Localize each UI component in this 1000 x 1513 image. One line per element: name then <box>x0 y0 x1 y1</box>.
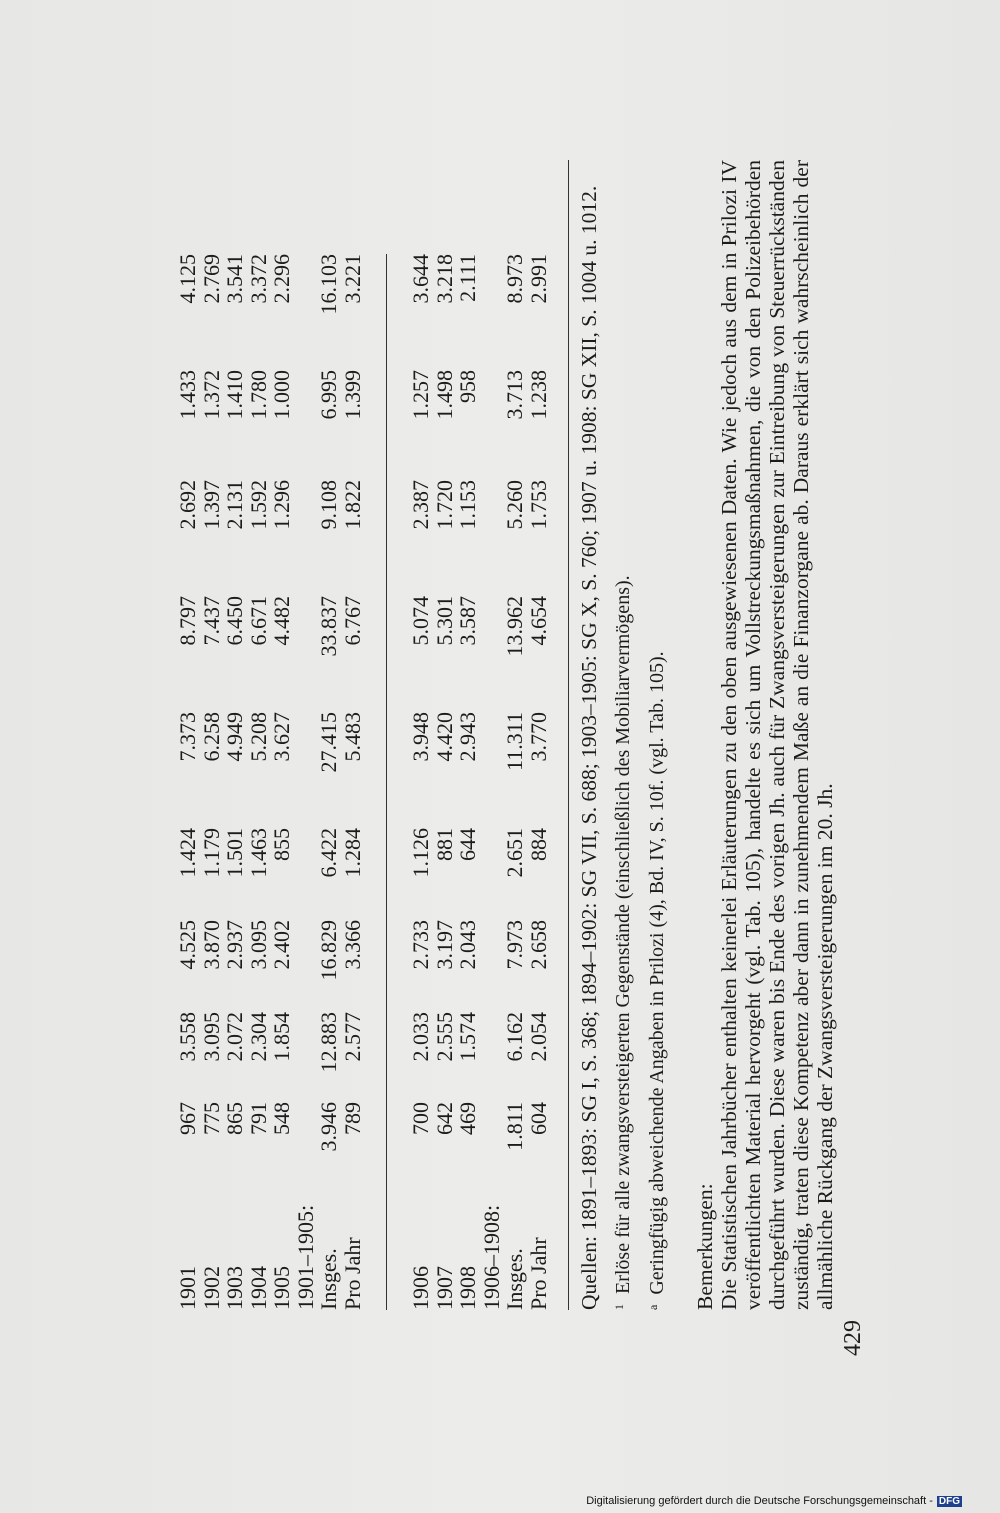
table-cell: 8.973 <box>502 254 527 304</box>
table-cell: 1.822 <box>339 480 365 530</box>
table-cell: 1.296 <box>269 480 294 530</box>
footnote-a <box>641 160 669 1310</box>
table-cell: 7.373 <box>175 712 200 762</box>
table-cell: 2.402 <box>269 920 294 970</box>
table-cell: 6.422 <box>316 828 341 878</box>
statistics-table <box>176 254 550 1310</box>
table-cell: 4.654 <box>525 596 551 646</box>
row-label: 1903 <box>222 1266 247 1310</box>
table-cell: 1.257 <box>408 370 433 420</box>
table-cell: 2.555 <box>431 1012 457 1062</box>
row-label: 1901 <box>175 1266 200 1310</box>
table-cell: 2.304 <box>245 1012 271 1062</box>
remarks-title: Bemerkungen: <box>693 1183 717 1310</box>
table-cell: 1.780 <box>245 370 271 420</box>
table-cell: 2.033 <box>408 1012 433 1062</box>
table-cell: 1.238 <box>525 370 551 420</box>
table-cell: 1.179 <box>198 828 224 878</box>
table-cell: 1.397 <box>198 480 224 530</box>
table-body <box>176 254 550 1310</box>
table-cell: 4.482 <box>269 596 294 646</box>
table-cell: 3.558 <box>175 1012 200 1062</box>
table-cell: 5.208 <box>245 712 271 762</box>
table-cell: 2.943 <box>455 712 480 762</box>
summary-title: 1906–1908: <box>478 1204 504 1310</box>
table-cell: 3.948 <box>408 712 433 762</box>
table-cell: 2.692 <box>175 480 200 530</box>
table-cell: 967 <box>175 1102 200 1135</box>
table-row <box>176 254 200 1310</box>
row-label: 1907 <box>431 1266 457 1310</box>
table-cell: 16.829 <box>316 920 341 981</box>
page-number-text: 429 <box>840 1320 866 1356</box>
row-label: 1902 <box>198 1266 224 1310</box>
table-cell: 1.720 <box>431 480 457 530</box>
remarks-text: Die Statistischen Jahrbücher enthalten keinerlei Erläuterungen zu den oben ausgewiesenen Daten. Wie jedoch aus dem in Prilozi IV veröffentlichten Material hervorgeht (vgl. Tab. 105), handelte es sich um Vollstreckungsmaßnahmen, die von den Polizeibehörden durchgeführt wurden. Diese waren bis Ende des vorigen Jh. auch für Zwangsversteigerungen zur Eintreibung von Steuerrückständen zuständig, traten diese Kompetenz aber dann in zunehmendem Maße an die Finanzorgane ab. Daraus erklärt sich wahrscheinlich der allmähliche Rückgang der Zwangsversteigerungen im 20. Jh. <box>717 160 837 1310</box>
table-cell: 3.095 <box>245 920 271 970</box>
table-cell: 884 <box>525 828 551 861</box>
table-row <box>200 254 224 1310</box>
row-label: Pro Jahr <box>339 1237 365 1310</box>
row-label: 1905 <box>269 1266 294 1310</box>
table-cell: 1.284 <box>339 828 365 878</box>
table-cell: 5.301 <box>431 596 457 646</box>
table-spacer <box>387 254 410 1310</box>
table-cell: 548 <box>269 1102 294 1135</box>
table-cell: 791 <box>245 1102 271 1135</box>
table-cell: 1.463 <box>245 828 271 878</box>
table-cell: 3.218 <box>431 254 457 304</box>
table-cell: 1.424 <box>175 828 200 878</box>
table-cell: 2.043 <box>455 920 480 970</box>
table-cell: 1.592 <box>245 480 271 530</box>
table-row <box>247 254 271 1310</box>
table-cell: 6.995 <box>316 370 341 420</box>
row-label: 1908 <box>455 1266 480 1310</box>
table-cell: 6.162 <box>502 1012 527 1062</box>
table-cell: 2.296 <box>269 254 294 304</box>
table-cell: 700 <box>408 1102 433 1135</box>
table-cell: 6.258 <box>198 712 224 762</box>
dfg-logo: DFG <box>938 1496 960 1507</box>
table-cell: 5.074 <box>408 596 433 646</box>
table-cell: 855 <box>269 828 294 861</box>
table-cell: 3.644 <box>408 254 433 304</box>
table-cell: 1.498 <box>431 370 457 420</box>
table-cell: 1.811 <box>502 1102 527 1151</box>
table-cell: 3.627 <box>269 712 294 762</box>
table-cell: 3.946 <box>316 1102 341 1152</box>
table-cell: 6.767 <box>339 596 365 646</box>
table-cell: 644 <box>455 828 480 861</box>
table-cell: 4.949 <box>222 712 247 762</box>
table-cell: 881 <box>431 828 457 861</box>
table-cell: 1.753 <box>525 480 551 530</box>
footnote-mark: a <box>646 1304 660 1310</box>
table-row <box>433 254 457 1310</box>
table-cell: 5.483 <box>339 712 365 762</box>
table-cell: 4.525 <box>175 920 200 970</box>
table-cell: 2.769 <box>198 254 224 304</box>
table-cell: 1.854 <box>269 1012 294 1062</box>
table-cell: 1.399 <box>339 370 365 420</box>
footnote-text: Erlöse für alle zwangsversteigerten Gegenstände (einschließlich des Mobiliarvermögens). <box>612 575 634 1294</box>
table-row <box>223 254 247 1310</box>
sources-line: Quellen: 1891–1893: SG I, S. 368; 1894–1902: SG VII, S. 688; 1903–1905: SG X, S. 760; 1907 u. 1908: SG XII, S. 1004 u. 1012. <box>577 185 601 1310</box>
credit-text: Digitalisierung gefördert durch die Deutsche Forschungsgemeinschaft - <box>586 1495 933 1507</box>
row-label: Insges. <box>502 1248 527 1310</box>
table-cell: 12.883 <box>316 1012 341 1073</box>
row-label: 1906 <box>408 1266 433 1310</box>
table-cell: 6.671 <box>245 596 271 646</box>
table-cell: 2.111 <box>455 254 480 302</box>
table-cell: 2.577 <box>339 1012 365 1062</box>
table-cell: 3.870 <box>198 920 224 970</box>
table-cell: 4.125 <box>175 254 200 304</box>
table-cell: 7.437 <box>198 596 224 646</box>
table-cell: 642 <box>431 1102 457 1135</box>
summary-title: 1901–1905: <box>292 1204 318 1310</box>
dfg-credit <box>586 1495 962 1507</box>
table-cell: 3.221 <box>339 254 365 304</box>
table-cell: 1.000 <box>269 370 294 420</box>
table-cell: 4.420 <box>431 712 457 762</box>
table-row <box>409 254 433 1310</box>
table-cell: 3.770 <box>525 712 551 762</box>
table-cell: 1.126 <box>408 828 433 878</box>
table-row <box>456 254 480 1310</box>
table-cell: 3.095 <box>198 1012 224 1062</box>
row-label: Pro Jahr <box>525 1237 551 1310</box>
row-label: Insges. <box>316 1248 341 1310</box>
table-cell: 2.387 <box>408 480 433 530</box>
table-cell: 2.733 <box>408 920 433 970</box>
table-cell: 5.260 <box>502 480 527 530</box>
rotated-content <box>150 80 837 1310</box>
table-cell: 1.501 <box>222 828 247 878</box>
page-number <box>840 1316 880 1356</box>
summary-title-row <box>294 254 318 1310</box>
table-cell: 1.410 <box>222 370 247 420</box>
table-row <box>270 254 294 1310</box>
footnote-1 <box>607 160 635 1310</box>
table-cell: 2.937 <box>222 920 247 970</box>
table-cell: 3.366 <box>339 920 365 970</box>
table-cell: 3.713 <box>502 370 527 420</box>
table-cell: 1.433 <box>175 370 200 420</box>
footnote-mark: 1 <box>612 1304 626 1310</box>
table-row <box>503 254 527 1310</box>
table-cell: 13.962 <box>502 596 527 657</box>
table-cell: 8.797 <box>175 596 200 646</box>
table-cell: 27.415 <box>316 712 341 773</box>
table-cell: 604 <box>525 1102 551 1135</box>
table-cell: 16.103 <box>316 254 341 315</box>
table-cell: 775 <box>198 1102 224 1135</box>
table-cell: 6.450 <box>222 596 247 646</box>
table-cell: 2.658 <box>525 920 551 970</box>
table-cell: 958 <box>455 370 480 403</box>
table-cell: 1.574 <box>455 1012 480 1062</box>
footnote-text: Geringfügig abweichende Angaben in Prilozi (4), Bd. IV, S. 10f. (vgl. Tab. 105). <box>646 651 668 1295</box>
table-cell: 1.372 <box>198 370 224 420</box>
table-cell: 2.651 <box>502 828 527 878</box>
table-cell: 469 <box>455 1102 480 1135</box>
table-cell: 2.072 <box>222 1012 247 1062</box>
table-divider <box>364 254 387 1310</box>
table-row <box>527 254 551 1310</box>
table-cell: 1.153 <box>455 480 480 530</box>
table-cell: 3.197 <box>431 920 457 970</box>
table-cell: 7.973 <box>502 920 527 970</box>
table-cell: 2.131 <box>222 480 247 530</box>
table-bottom-rule <box>568 160 569 1310</box>
table-cell: 3.541 <box>222 254 247 304</box>
table-cell: 3.587 <box>455 596 480 646</box>
row-label: 1904 <box>245 1266 271 1310</box>
table-cell: 789 <box>339 1102 365 1135</box>
table-cell: 865 <box>222 1102 247 1135</box>
table-cell: 2.991 <box>525 254 551 304</box>
summary-title-row <box>480 254 504 1310</box>
table-cell: 11.311 <box>502 712 527 771</box>
table-cell: 2.054 <box>525 1012 551 1062</box>
table-row <box>341 254 365 1310</box>
table-cell: 3.372 <box>245 254 271 304</box>
table-row <box>317 254 341 1310</box>
table-cell: 33.837 <box>316 596 341 657</box>
table-cell: 9.108 <box>316 480 341 530</box>
notes-block <box>577 160 837 1310</box>
